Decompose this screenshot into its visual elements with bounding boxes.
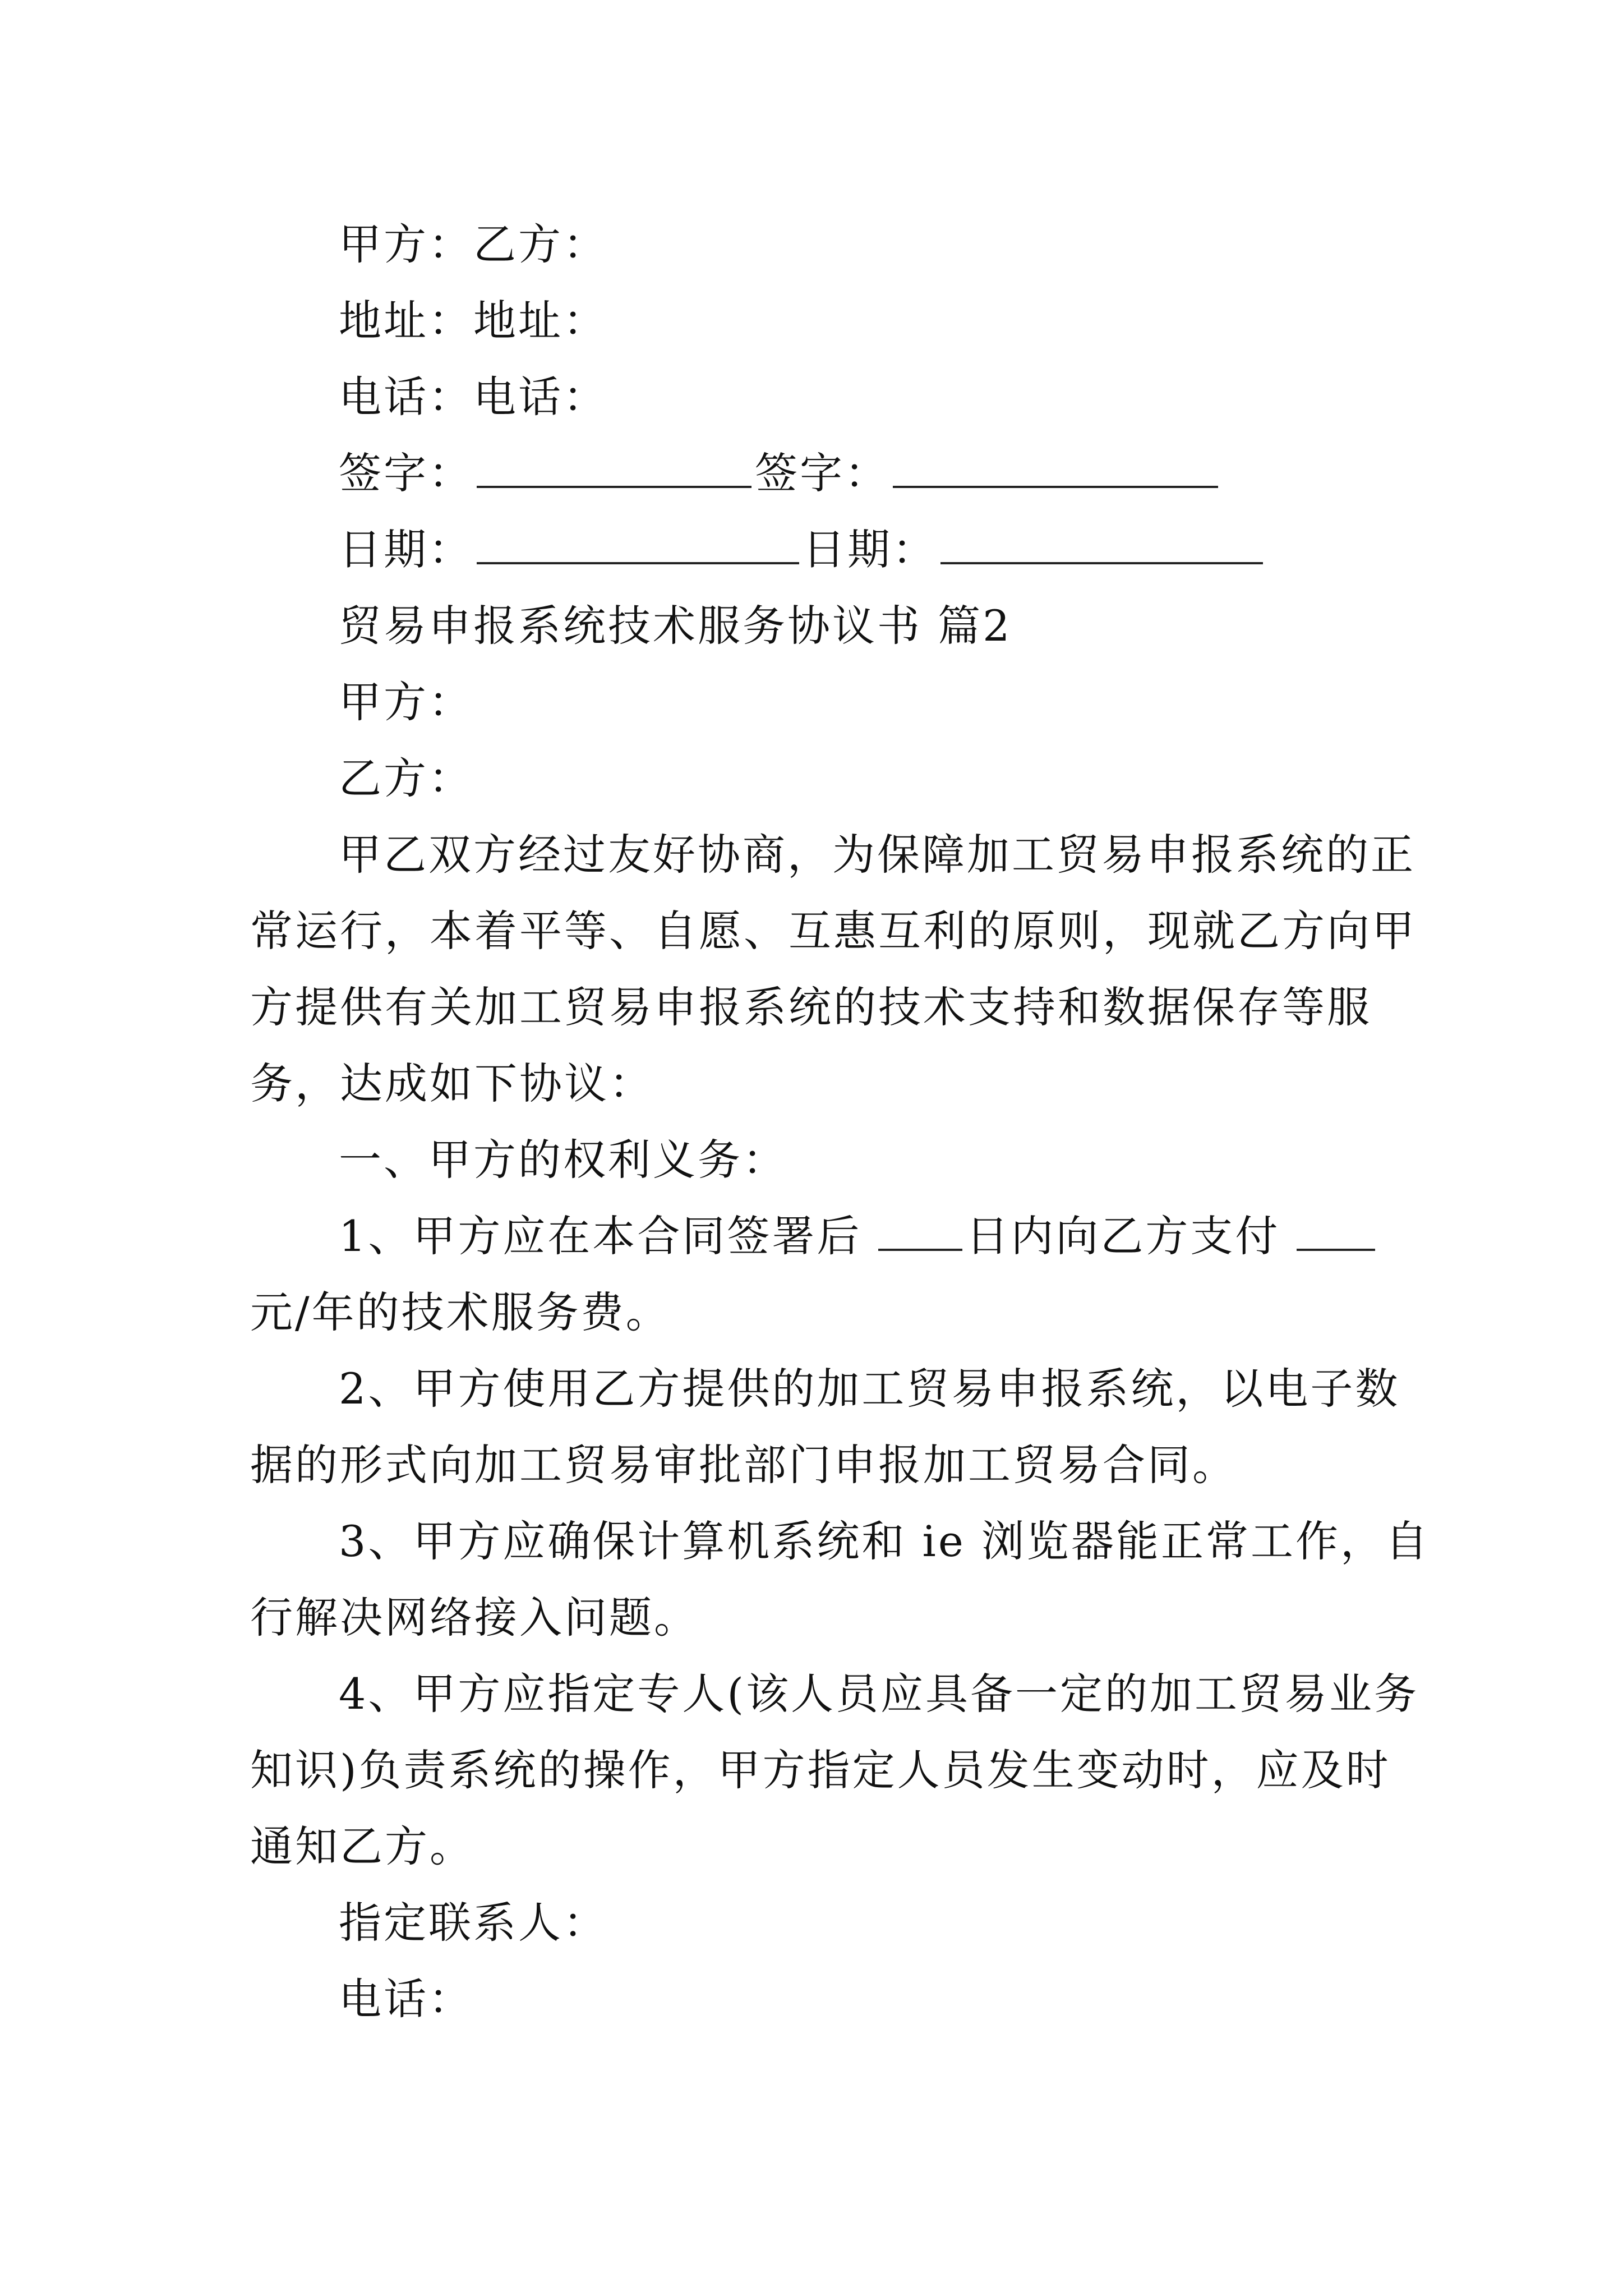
intro-line: 常运行，本着平等、自愿、互惠互利的原则，现就乙方向甲 [250,906,1417,956]
party-line: 甲方：乙方： [339,219,608,269]
party-a-label: 甲方： [339,677,473,727]
date-blank-a [477,524,799,564]
signature-blank-b [893,448,1218,488]
section-title: 贸易申报系统技术服务协议书 篇2 [339,601,1012,651]
signature-line [339,434,1376,513]
intro-line: 务，达成如下协议： [250,1059,654,1108]
intro-line: 甲乙双方经过友好协商，为保障加工贸易申报系统的正 [339,830,1415,880]
clause-3-line: 行解决网络接入问题。 [250,1593,699,1642]
date-label-a: 日期： [339,524,473,574]
heading-party-a-duties: 一、甲方的权利义务： [339,1135,787,1185]
clause-1-line-2: 元/年的技术服务费。 [250,1287,671,1337]
clause-4-line: 4、甲方应指定专人(该人员应具备一定的加工贸易业务 [339,1669,1419,1719]
contact-person-label: 指定联系人： [339,1898,608,1948]
signature-label-a: 签字： [339,448,473,498]
date-line [339,510,1376,589]
days-blank [878,1211,962,1251]
party-b-label: 乙方： [339,753,473,803]
signature-label-b: 签字： [755,448,889,498]
clause-3-line: 3、甲方应确保计算机系统和 ie 浏览器能正常工作，自 [339,1516,1430,1566]
date-label-b: 日期： [803,524,937,574]
clause-2-line: 据的形式向加工贸易审批部门申报加工贸易合同。 [250,1440,1237,1490]
clause-1-line [339,1197,1376,1276]
intro-line: 方提供有关加工贸易申报系统的技术支持和数据保存等服 [250,982,1372,1032]
clause-2-line: 2、甲方使用乙方提供的加工贸易申报系统，以电子数 [339,1364,1400,1414]
clause-1-part1: 1、甲方应在本合同签署后 [339,1211,862,1261]
contact-phone-label: 电话： [339,1974,473,2024]
signature-blank-a [477,448,751,488]
clause-1-part2: 日内向乙方支付 [966,1211,1280,1261]
fee-blank [1297,1211,1375,1251]
clause-4-line: 知识)负责系统的操作，甲方指定人员发生变动时，应及时 [250,1745,1391,1795]
date-blank-b [940,524,1263,564]
phone-line: 电话：电话： [339,372,608,422]
clause-4-line: 通知乙方。 [250,1821,474,1871]
address-line: 地址：地址： [339,296,608,346]
